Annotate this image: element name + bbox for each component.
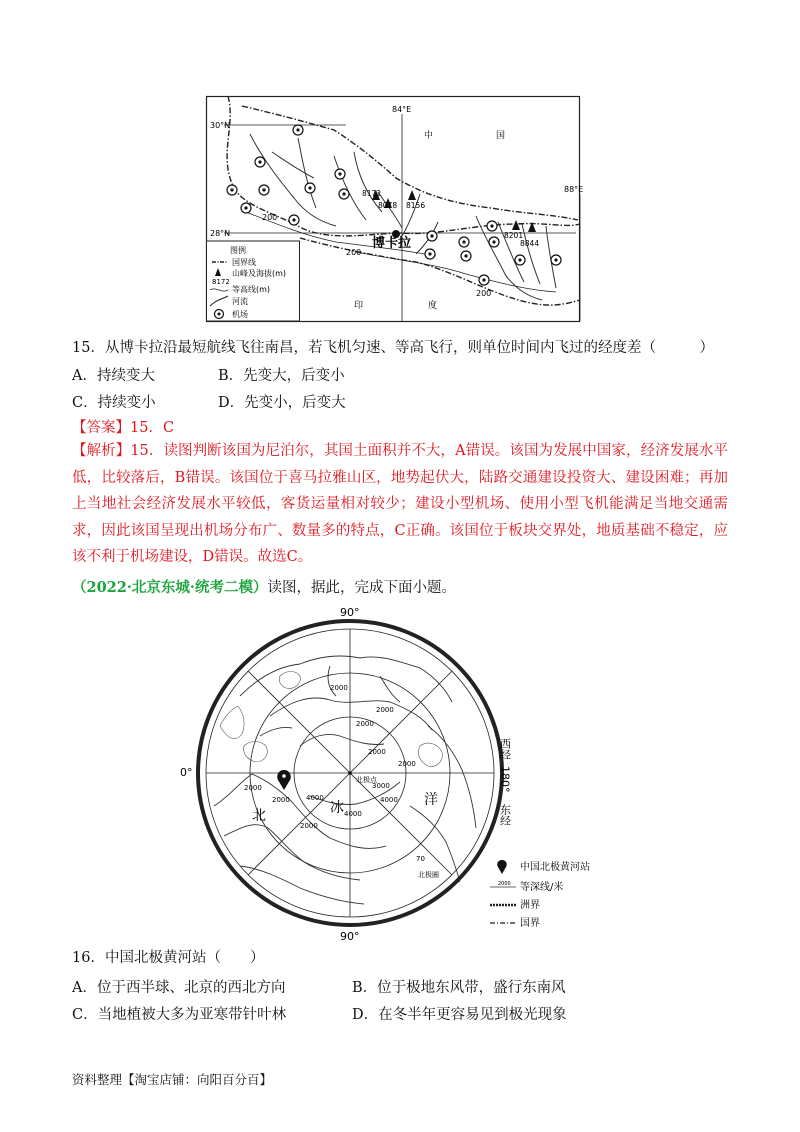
airport-icon-center bbox=[428, 252, 431, 255]
airport-icon-center bbox=[554, 258, 557, 261]
airport-icon-center bbox=[258, 160, 261, 163]
longitude-180-label: 180° bbox=[498, 766, 512, 793]
arctic-circle-label: 北极圈 bbox=[418, 871, 439, 879]
footer-source: 资料整理【淘宝店铺：向阳百分百】 bbox=[72, 1072, 273, 1087]
lon-label-88: 88°E bbox=[564, 185, 584, 194]
contour-label-3: 200 bbox=[476, 289, 492, 298]
airport-icon-center bbox=[482, 278, 485, 281]
depth-label: 2000 bbox=[272, 796, 290, 804]
depth-label: 2000 bbox=[300, 822, 318, 830]
airport-icon-center bbox=[292, 218, 295, 221]
lat-70-label: 70 bbox=[416, 855, 425, 863]
q16-option-b[interactable]: B．位于极地东风带，盛行东南风 bbox=[352, 980, 566, 996]
depth-label: 4000 bbox=[380, 796, 398, 804]
peak-label-8844: 8844 bbox=[520, 239, 540, 248]
airport-icon-center bbox=[230, 188, 233, 191]
airport-icon-center bbox=[296, 128, 299, 131]
legend-station-icon bbox=[497, 860, 507, 874]
depth-label: 2000 bbox=[356, 720, 374, 728]
peak-label-8172: 8172 bbox=[362, 189, 382, 198]
airport-icon-center bbox=[342, 192, 345, 195]
legend-title: 图例 bbox=[230, 246, 246, 255]
depth-label: 2000 bbox=[398, 760, 416, 768]
ocean-char2: 冰 bbox=[330, 800, 344, 816]
depth-label: 2000 bbox=[368, 748, 386, 756]
legend-airport-icon bbox=[215, 310, 224, 319]
lat-label-30: 30°N bbox=[210, 121, 231, 130]
airport-icon-center bbox=[262, 188, 265, 191]
depth-label: 4000 bbox=[344, 810, 362, 818]
q15-option-d[interactable]: D．先变小，后变大 bbox=[218, 395, 346, 411]
legend-station: 中国北极黄河站 bbox=[520, 862, 590, 873]
depth-label: 3000 bbox=[372, 782, 390, 790]
q15-option-a[interactable]: A．持续变大 bbox=[72, 368, 155, 384]
intro-text: 读图，据此，完成下面小题。 bbox=[267, 580, 456, 596]
country-china-char1: 中 bbox=[424, 131, 434, 141]
ocean-char3: 洋 bbox=[424, 792, 438, 808]
airport-icon-center bbox=[338, 172, 341, 175]
north-pole-label: 北极点 bbox=[356, 776, 377, 784]
depth-label: 2000 bbox=[376, 706, 394, 714]
analysis-text: 15．读图判断该国为尼泊尔，其国土面积并不大，A错误。该国为发展中国家，经济发展水平低，比较落后，B错误。该国位于喜马拉雅山区，地势起伏大，陆路交通建设投资大、建设困难；再加上当地社会经济发展水平较低，客货运量相对较少；建设小型机场、使用小型飞机能满足当地交通需求，因此该国呈现出机场分布广、数量多的特点，C正确。该国位于板块交界处，地质基础不稳定，应该不利于机场建设，D错误。故选C。 bbox=[72, 443, 728, 565]
nepal-map bbox=[206, 96, 584, 322]
depth-label: 4000 bbox=[306, 794, 324, 802]
airport-icon-center bbox=[308, 186, 311, 189]
legend-continent-border: 洲界 bbox=[520, 900, 540, 911]
airport-icon-center bbox=[462, 240, 465, 243]
arctic-left-label: 0° bbox=[180, 766, 193, 779]
lat-label-28: 28°N bbox=[210, 229, 231, 238]
legend-item-border: 国界线 bbox=[232, 258, 256, 267]
q15-analysis bbox=[72, 438, 728, 571]
analysis-tag: 【解析】 bbox=[72, 443, 131, 459]
legend-item-airport: 机场 bbox=[232, 310, 248, 319]
legend-peak-example: 8172 bbox=[212, 278, 230, 286]
airport-icon-center bbox=[492, 240, 495, 243]
arctic-bottom-label: 90° bbox=[340, 930, 360, 943]
q16-option-c[interactable]: C．当地植被大多为亚寒带针叶林 bbox=[72, 1007, 287, 1023]
q16-option-d[interactable]: D．在冬半年更容易见到极光现象 bbox=[352, 1007, 567, 1023]
ocean-char1: 北 bbox=[252, 808, 266, 824]
peak-label-8078: 8078 bbox=[378, 201, 398, 210]
legend-item-contour: 等高线(m) bbox=[232, 285, 271, 294]
airport-icon-center bbox=[490, 224, 493, 227]
contour-label-2: 200 bbox=[346, 248, 362, 257]
legend-depth-sample: 2000 bbox=[498, 881, 511, 887]
city-pokhara: 博卡拉 bbox=[372, 236, 412, 251]
intro-source: （2022·北京东城·统考二模） bbox=[72, 579, 268, 596]
country-india-char1: 印 bbox=[354, 301, 364, 311]
q15-option-c[interactable]: C．持续变小 bbox=[72, 395, 156, 411]
arctic-top-label: 90° bbox=[340, 606, 360, 619]
legend-country-border: 国界 bbox=[520, 918, 540, 929]
lon-label-84: 84°E bbox=[392, 105, 412, 114]
airport-icon-center bbox=[464, 254, 467, 257]
q15-answer bbox=[72, 418, 174, 438]
intro-line bbox=[72, 578, 456, 598]
peak-label-8201: 8201 bbox=[504, 231, 524, 240]
answer-value: 15．C bbox=[130, 420, 175, 436]
contour-label-1: 200 bbox=[262, 213, 278, 222]
legend-item-peak: 山峰及海拔(m) bbox=[232, 269, 287, 278]
east-longitude-label: 东经 bbox=[498, 804, 512, 826]
west-longitude-label: 西经 bbox=[498, 738, 512, 760]
arctic-map bbox=[180, 606, 640, 942]
answer-tag: 【答案】 bbox=[72, 420, 130, 436]
q15-question: 15．从博卡拉沿最短航线飞往南昌，若飞机匀速、等高飞行，则单位时间内飞过的经度差（ ） bbox=[72, 340, 714, 356]
legend-depth: 等深线/米 bbox=[520, 882, 564, 893]
peak-label-8156: 8156 bbox=[406, 201, 426, 210]
airport-icon-center bbox=[518, 258, 521, 261]
depth-label: 2000 bbox=[244, 784, 262, 792]
q16-question: 16．中国北极黄河站（ ） bbox=[72, 950, 265, 966]
q16-option-a[interactable]: A．位于西半球、北京的西北方向 bbox=[72, 980, 286, 996]
country-china-char2: 国 bbox=[496, 131, 506, 141]
airport-icon-center bbox=[430, 234, 433, 237]
airport-icon-center bbox=[244, 206, 247, 209]
legend-item-river: 河流 bbox=[232, 297, 248, 306]
q15-option-b[interactable]: B．先变大，后变小 bbox=[218, 368, 345, 384]
country-india-char2: 度 bbox=[428, 301, 438, 311]
depth-label: 2000 bbox=[330, 684, 348, 692]
